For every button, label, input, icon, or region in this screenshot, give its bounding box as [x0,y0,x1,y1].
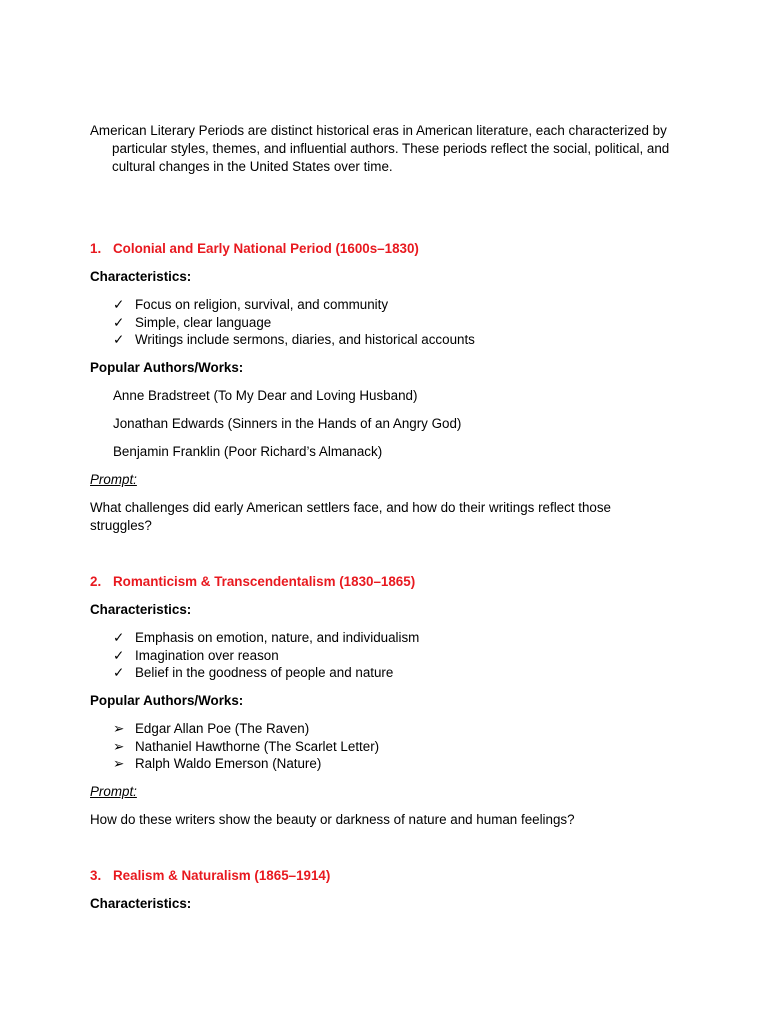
section-2-prompt-text: How do these writers show the beauty or darkness of nature and human feelings? [90,812,575,827]
section-3-characteristics-label: Characteristics: [90,896,192,911]
check-icon: ✓ [113,332,125,347]
list-item: ➢ Ralph Waldo Emerson (Nature) [113,756,322,771]
list-item: ✓ Emphasis on emotion, nature, and individualism [113,630,420,645]
section-1-prompt-text: What challenges did early American settlers face, and how do their writings reflect those [90,500,612,515]
section-2-prompt-label: Prompt: [90,784,137,799]
section-2-characteristics-label: Characteristics: [90,602,192,617]
list-item: ✓ Simple, clear language [113,315,272,330]
check-icon: ✓ [113,630,125,645]
author-entry: Anne Bradstreet (To My Dear and Loving Husband) [113,388,418,403]
section-3-heading [90,869,330,882]
section-1-number: 1. [90,241,102,256]
section-2-authors-label: Popular Authors/Works: [90,693,244,708]
check-icon: ✓ [113,315,125,330]
section-1-prompt-text: struggles? [90,518,152,533]
section-1-heading [90,242,419,255]
list-item: ➢ Edgar Allan Poe (The Raven) [113,721,310,736]
arrow-bullet-icon: ➢ [113,739,125,754]
check-icon: ✓ [113,648,125,663]
section-2-title: Romanticism & Transcendentalism (1830–1865) [113,574,416,589]
section-3-number: 3. [90,868,102,883]
section-1-prompt-label: Prompt: [90,472,137,487]
intro-paragraph: American Literary Periods are distinct historical eras in American literature, each characterized by particular styles, themes, and influential authors. These periods reflect the social, political, and cultural changes in the United States over time. [90,123,670,174]
section-1-title: Colonial and Early National Period (1600s–1830) [113,241,419,256]
arrow-bullet-icon: ➢ [113,721,125,736]
check-icon: ✓ [113,665,125,680]
author-entry: Benjamin Franklin (Poor Richard’s Almanack) [113,444,383,459]
list-item: ✓ Focus on religion, survival, and community [113,297,389,312]
list-item: ✓ Belief in the goodness of people and nature [113,665,394,680]
list-item: ➢ Nathaniel Hawthorne (The Scarlet Letter) [113,739,380,754]
list-item: ✓ Imagination over reason [113,648,279,663]
section-2-heading [90,575,415,588]
check-icon: ✓ [113,297,125,312]
section-1-authors-label: Popular Authors/Works: [90,360,244,375]
section-1-characteristics-label: Characteristics: [90,269,192,284]
arrow-bullet-icon: ➢ [113,756,125,771]
author-entry: Jonathan Edwards (Sinners in the Hands of an Angry God) [113,416,462,431]
section-3-title: Realism & Naturalism (1865–1914) [113,868,331,883]
list-item: ✓ Writings include sermons, diaries, and historical accounts [113,332,475,347]
section-2-number: 2. [90,574,102,589]
